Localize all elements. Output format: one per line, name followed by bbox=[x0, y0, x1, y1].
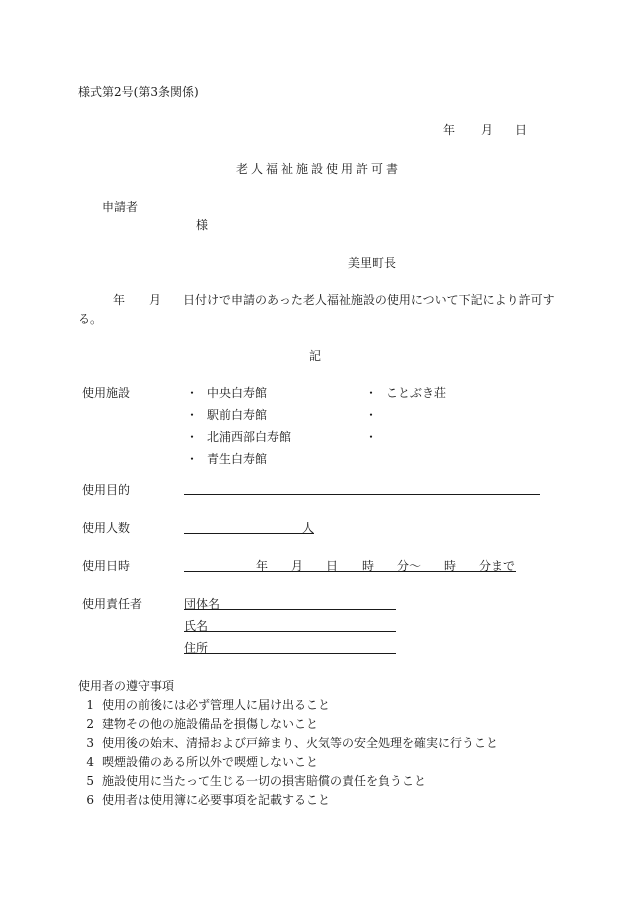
ki-mark: 記 bbox=[309, 349, 322, 363]
facility-bullet: ・ bbox=[186, 386, 199, 400]
headcount-unit: 人 bbox=[302, 521, 315, 535]
rules-heading: 使用者の遵守事項 bbox=[78, 679, 175, 693]
date-year-label: 年 bbox=[443, 123, 456, 137]
facility-bullet: ・ bbox=[186, 452, 199, 466]
rule-item bbox=[72, 735, 498, 751]
rule-number: 4 bbox=[86, 755, 94, 769]
datetime-minute-from: 分〜 bbox=[397, 559, 422, 573]
rule-item bbox=[72, 697, 330, 713]
date-month-label: 月 bbox=[481, 123, 494, 137]
rule-text: 使用者は使用簿に必要事項を記載すること bbox=[102, 793, 331, 807]
responsible-label: 使用責任者 bbox=[82, 597, 143, 611]
datetime-minute-to: 分まで bbox=[479, 559, 516, 573]
person-name-field[interactable] bbox=[184, 631, 396, 632]
facility-bullet: ・ bbox=[186, 408, 199, 422]
body-text-line1: 日付けで申請のあった老人福祉施設の使用について下記により許可す bbox=[183, 293, 555, 307]
datetime-year: 年 bbox=[256, 559, 269, 573]
facility-kotobuki: ことぶき荘 bbox=[386, 386, 447, 400]
rule-text: 施設使用に当たって生じる一切の損害賠償の責任を負うこと bbox=[102, 774, 427, 788]
date-day-label: 日 bbox=[515, 123, 528, 137]
purpose-field[interactable] bbox=[184, 494, 540, 495]
rule-text: 使用の前後には必ず管理人に届け出ること bbox=[102, 698, 331, 712]
group-name-label: 団体名 bbox=[184, 597, 221, 611]
datetime-label: 使用日時 bbox=[82, 559, 131, 573]
rule-text: 使用後の始末、清掃および戸締まり、火気等の安全処理を確実に行うこと bbox=[102, 736, 499, 750]
datetime-hour: 時 bbox=[362, 559, 375, 573]
facility-chuo: 中央白寿館 bbox=[207, 386, 268, 400]
person-name-label: 氏名 bbox=[184, 619, 209, 633]
datetime-hour2: 時 bbox=[444, 559, 457, 573]
document-title: 老人福祉施設使用許可書 bbox=[236, 162, 402, 176]
rule-item bbox=[72, 754, 318, 770]
rule-item bbox=[72, 792, 330, 808]
purpose-label: 使用目的 bbox=[82, 483, 131, 497]
body-text-line2: る。 bbox=[78, 312, 103, 326]
body-year-label: 年 bbox=[113, 293, 126, 307]
facility-bullet: ・ bbox=[365, 408, 378, 422]
facility-aoo: 青生白寿館 bbox=[207, 452, 268, 466]
headcount-field[interactable] bbox=[184, 533, 314, 534]
rule-number: 5 bbox=[86, 774, 94, 788]
rule-text: 喫煙設備のある所以外で喫煙しないこと bbox=[102, 755, 319, 769]
facility-bullet: ・ bbox=[365, 430, 378, 444]
facility-ekimae: 駅前白寿館 bbox=[207, 408, 268, 422]
honorific: 様 bbox=[196, 218, 209, 232]
facility-bullet: ・ bbox=[186, 430, 199, 444]
group-name-field[interactable] bbox=[184, 609, 396, 610]
datetime-month: 月 bbox=[291, 559, 304, 573]
facility-bullet: ・ bbox=[365, 386, 378, 400]
form-number: 様式第2号(第3条関係) bbox=[78, 85, 199, 99]
body-month-label: 月 bbox=[149, 293, 162, 307]
rule-number: 6 bbox=[86, 793, 94, 807]
address-label: 住所 bbox=[184, 641, 209, 655]
address-field[interactable] bbox=[184, 653, 396, 654]
facilities-label: 使用施設 bbox=[82, 386, 131, 400]
facility-kitaura: 北浦西部白寿館 bbox=[207, 430, 292, 444]
headcount-label: 使用人数 bbox=[82, 521, 131, 535]
datetime-day: 日 bbox=[326, 559, 339, 573]
applicant-label: 申請者 bbox=[102, 200, 139, 214]
issuer: 美里町長 bbox=[348, 256, 397, 270]
rule-number: 1 bbox=[86, 698, 94, 712]
rule-number: 2 bbox=[86, 717, 94, 731]
rule-item bbox=[72, 773, 426, 789]
rule-number: 3 bbox=[86, 736, 94, 750]
datetime-field[interactable] bbox=[184, 571, 516, 572]
rule-item bbox=[72, 716, 318, 732]
rule-text: 建物その他の施設備品を損傷しないこと bbox=[102, 717, 319, 731]
